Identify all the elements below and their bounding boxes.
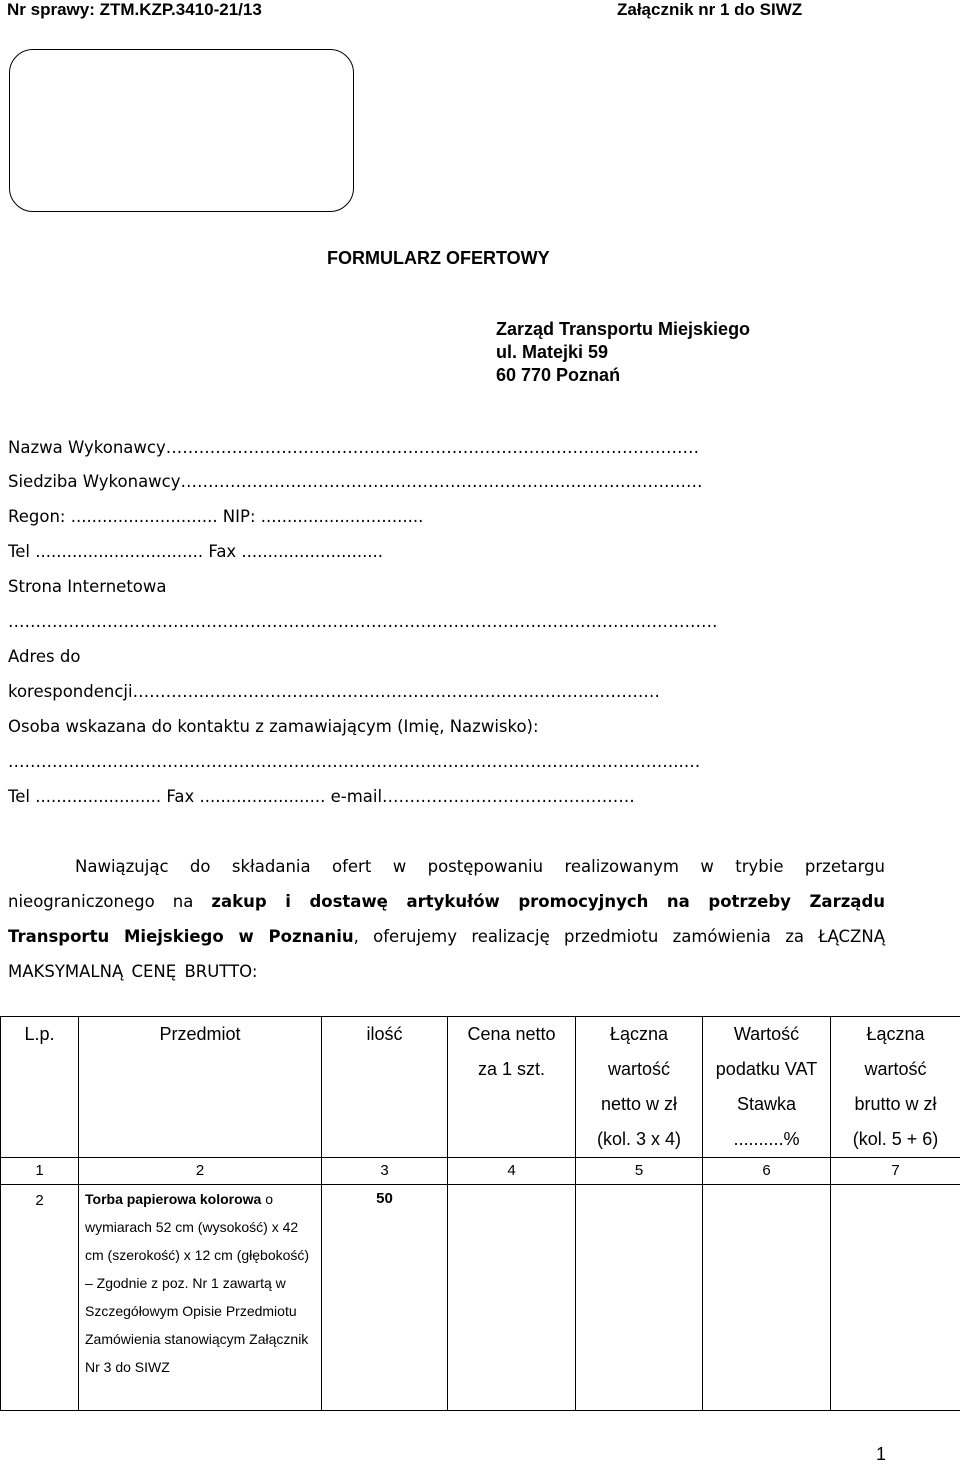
header-total-gross: Łączna wartość brutto w zł (kol. 5 + 6) <box>831 1017 960 1158</box>
intro-text: Nawiązując do składania ofert w postępowaniu realizowanym w trybie przetargu nieograniczonego na <box>8 857 885 911</box>
offer-intro-paragraph <box>8 849 885 989</box>
address-field[interactable]: korespondencji……………………………………………………………….………..………… <box>8 682 660 701</box>
column-number: 7 <box>831 1158 960 1185</box>
contractor-name-field[interactable]: Nazwa Wykonawcy…………………………………………………………….……………………… <box>8 438 699 457</box>
recipient-street: ul. Matejki 59 <box>496 342 609 362</box>
header-vat: Wartość podatku VAT Stawka ..........% <box>703 1017 831 1158</box>
row-vat-input[interactable] <box>703 1185 831 1411</box>
header-quantity: ilość <box>322 1017 448 1158</box>
offer-table <box>0 1016 960 1411</box>
contact-person-label: Osoba wskazana do kontaktu z zamawiającym (Imię, Nazwisko): <box>8 717 539 736</box>
intro-text-end: , oferujemy realizację przedmiotu zamówienia za ŁĄCZNĄ MAKSYMALNĄ CENĘ BRUTTO: <box>8 927 885 981</box>
row-total-gross-input[interactable] <box>831 1185 960 1411</box>
recipient-name: Zarząd Transportu Miejskiego <box>496 319 751 339</box>
header-unit-price: Cena netto za 1 szt. <box>448 1017 576 1158</box>
contractor-stamp-box <box>9 49 354 212</box>
regon-nip-field[interactable]: Regon: ............................ NIP: ............................... <box>8 507 424 526</box>
item-details: o wymiarach 52 cm (wysokość) x 42 cm (szerokość) x 12 cm (głębokość) – Zgodnie z poz. Nr 1 zawartą w Szczegółowym Opisie Przedmiotu Zamówienia stanowiącym Załącznik Nr 3 do SIWZ <box>85 1191 310 1375</box>
contact-details-field[interactable]: Tel ........................ Fax ........................ e-mail………………………….…………… <box>8 787 635 806</box>
row-item-description <box>79 1185 322 1411</box>
contact-person-field[interactable]: …………………….……………………………………………………………………………………..… <box>8 752 701 771</box>
column-number: 5 <box>576 1158 703 1185</box>
row-quantity: 50 <box>322 1185 448 1411</box>
table-row <box>1 1185 960 1411</box>
column-number: 6 <box>703 1158 831 1185</box>
attachment-label: Załącznik nr 1 do SIWZ <box>617 0 803 19</box>
header-item: Przedmiot <box>79 1017 322 1158</box>
case-number: Nr sprawy: ZTM.KZP.3410-21/13 <box>7 0 262 19</box>
header-lp: L.p. <box>1 1017 79 1158</box>
table-header-row <box>1 1017 960 1158</box>
website-label: Strona Internetowa <box>8 577 167 596</box>
intro-subject: zakup i dostawę artykułów promocyjnych na potrzeby Zarządu Transportu Miejskiego w Poznaniu <box>8 892 886 946</box>
column-number: 4 <box>448 1158 576 1185</box>
row-unit-price-input[interactable] <box>448 1185 576 1411</box>
header-total-net: Łączna wartość netto w zł (kol. 3 x 4) <box>576 1017 703 1158</box>
item-name: Torba papierowa kolorowa <box>85 1191 262 1207</box>
column-number: 3 <box>322 1158 448 1185</box>
address-label: Adres do <box>8 647 81 666</box>
column-number: 2 <box>79 1158 322 1185</box>
row-total-net-input[interactable] <box>576 1185 703 1411</box>
tel-fax-field[interactable]: Tel ................................ Fax ........................... <box>8 542 384 561</box>
row-lp: 2 <box>1 1185 79 1411</box>
website-field[interactable]: ………………………………………………………………………………………………………………… <box>8 612 718 631</box>
page-number: 1 <box>875 1444 886 1464</box>
column-number-row <box>1 1158 960 1185</box>
contractor-seat-field[interactable]: Siedziba Wykonawcy……………………………………………………………..…………………… <box>8 472 703 491</box>
form-title: FORMULARZ OFERTOWY <box>327 248 550 268</box>
recipient-city: 60 770 Poznań <box>496 365 621 385</box>
column-number: 1 <box>1 1158 79 1185</box>
